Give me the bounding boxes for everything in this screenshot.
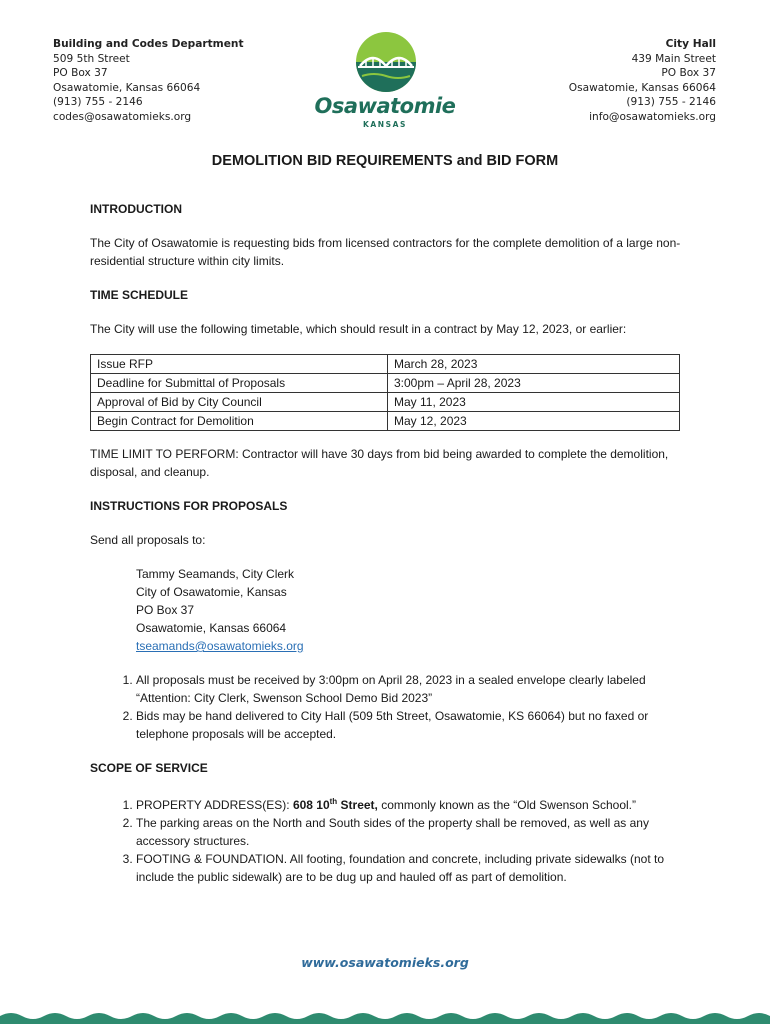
city-hall-address: 439 Main Street [631, 52, 716, 65]
schedule-item: Deadline for Submittal of Proposals [91, 374, 388, 393]
send-to-text: Send all proposals to: [90, 533, 206, 547]
list-item: 2. Bids may be hand delivered to City Hall (509 5th Street, Osawatomie, KS 66064) but no faxed or telephone proposals will be accepted. [136, 707, 690, 743]
city-hall-pobox: PO Box 37 [661, 67, 716, 80]
scope-heading: SCOPE OF SERVICE [90, 761, 208, 775]
address-line: PO Box 37 [136, 603, 195, 617]
schedule-date: 3:00pm – April 28, 2023 [388, 374, 680, 393]
list-item: 1. All proposals must be received by 3:00pm on April 28, 2023 in a sealed envelope clearly labeled “Attention: City Clerk, Swenson School Demo Bid 2023” [136, 671, 690, 707]
list-item: 3. FOOTING & FOUNDATION. All footing, foundation and concrete, including private sidewalks (not to include the public sidewalk) are to be dug up and hauled off as part of demolition. [136, 850, 690, 886]
instructions-heading: INSTRUCTIONS FOR PROPOSALS [90, 499, 288, 513]
mailing-address [136, 565, 690, 655]
schedule-heading: TIME SCHEDULE [90, 288, 189, 302]
schedule-item: Begin Contract for Demolition [91, 412, 388, 431]
schedule-date: May 11, 2023 [388, 393, 680, 412]
table-row [91, 355, 680, 374]
address-line: Tammy Seamands, City Clerk [136, 567, 295, 581]
dept-address: 509 5th Street [53, 52, 130, 65]
city-hall-contact [569, 37, 716, 125]
scope-1-address-a: 608 10 [292, 798, 330, 812]
address-line: City of Osawatomie, Kansas [136, 585, 287, 599]
intro-heading: INTRODUCTION [90, 202, 182, 216]
dept-phone: (913) 755 - 2146 [53, 96, 143, 109]
city-hall-email: info@osawatomieks.org [589, 110, 716, 123]
document-title: DEMOLITION BID REQUIREMENTS and BID FORM [211, 153, 559, 169]
table-row [91, 393, 680, 412]
city-hall-city: Osawatomie, Kansas 66064 [568, 81, 716, 94]
time-limit-text: TIME LIMIT TO PERFORM: Contractor will have 30 days from bid being awarded to complete the demolition, disposal, and cleanup. [90, 447, 669, 479]
list-item: 2. The parking areas on the North and South sides of the property shall be removed, as well as any accessory structures. [136, 814, 690, 850]
dept-city: Osawatomie, Kansas 66064 [53, 81, 201, 94]
footer-website: www.osawatomieks.org [301, 955, 469, 970]
table-row [91, 412, 680, 431]
schedule-text: The City will use the following timetable, which should result in a contract by May 12, 2023, or earlier: [90, 322, 627, 336]
logo-state: KANSAS [362, 120, 408, 129]
scope-list [90, 793, 690, 886]
footer-wave-icon [0, 1010, 770, 1024]
address-line: Osawatomie, Kansas 66064 [136, 621, 287, 635]
schedule-date: March 28, 2023 [388, 355, 680, 374]
city-hall-phone: (913) 755 - 2146 [626, 96, 716, 109]
table-row [91, 374, 680, 393]
logo-wordmark: Osawatomie [314, 94, 456, 118]
schedule-item: Issue RFP [91, 355, 388, 374]
city-hall-title: City Hall [665, 38, 716, 50]
list-item [136, 793, 690, 814]
scope-1-prefix: PROPERTY ADDRESS(ES): [136, 798, 293, 812]
dept-pobox: PO Box 37 [53, 67, 108, 80]
schedule-table [90, 354, 680, 431]
schedule-item: Approval of Bid by City Council [91, 393, 388, 412]
dept-title: Building and Codes Department [53, 38, 244, 50]
schedule-date: May 12, 2023 [388, 412, 680, 431]
scope-1-sup: th [329, 797, 338, 806]
dept-email: codes@osawatomieks.org [53, 110, 192, 123]
instructions-list [90, 671, 690, 743]
scope-1-suffix: commonly known as the “Old Swenson School.” [377, 798, 637, 812]
document-body [90, 152, 690, 902]
building-codes-contact [53, 37, 244, 125]
clerk-email-link[interactable]: tseamands@osawatomieks.org [136, 639, 304, 653]
scope-1-address-b: Street, [337, 798, 378, 812]
intro-text: The City of Osawatomie is requesting bids from licensed contractors for the complete demolition of a large non-residential structure within city limits. [90, 236, 681, 268]
